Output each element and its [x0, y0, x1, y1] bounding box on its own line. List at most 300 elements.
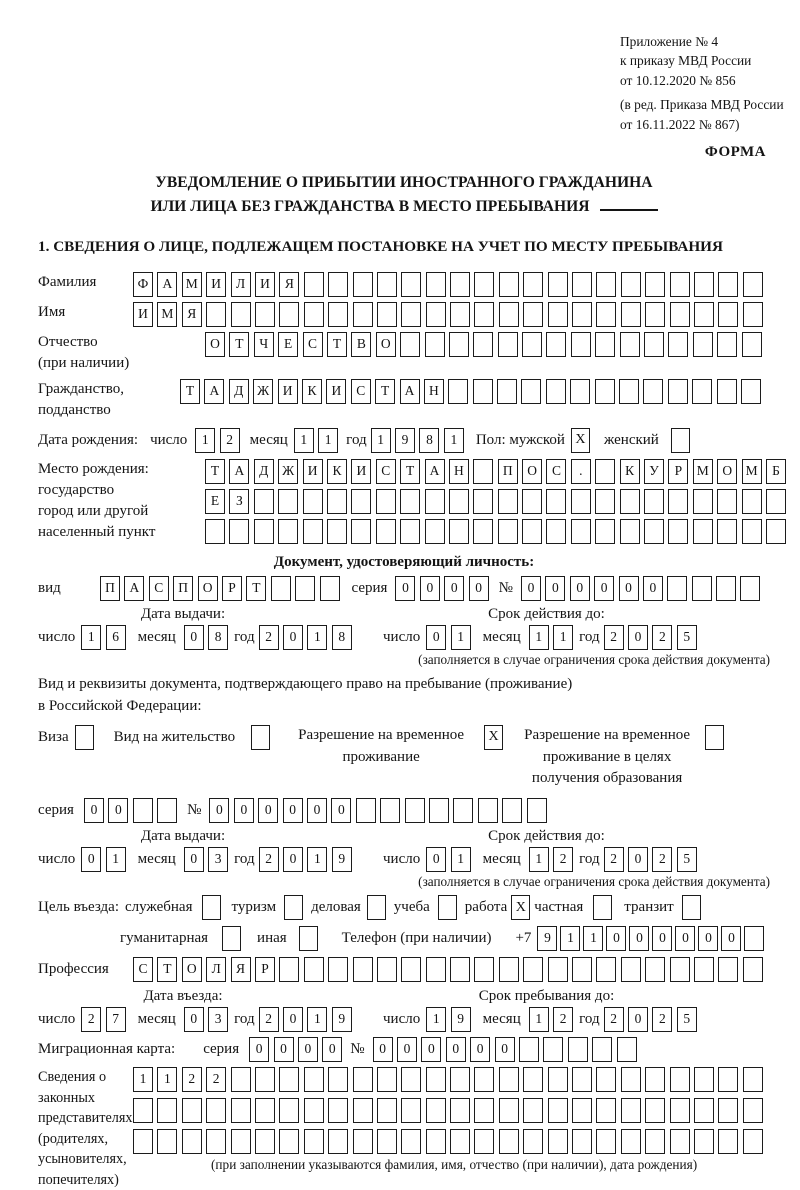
form-cell[interactable]: П — [498, 459, 518, 484]
form-cell[interactable]: Т — [157, 957, 177, 982]
form-cell[interactable]: И — [206, 272, 226, 297]
form-cell[interactable] — [279, 1129, 299, 1154]
form-cell[interactable] — [523, 1129, 543, 1154]
form-cell[interactable] — [668, 489, 688, 514]
form-cell[interactable] — [621, 957, 641, 982]
form-cell[interactable]: Л — [231, 272, 251, 297]
form-cell[interactable]: А — [229, 459, 249, 484]
form-cell[interactable] — [546, 379, 566, 404]
form-cell[interactable]: И — [255, 272, 275, 297]
form-cell[interactable] — [668, 519, 688, 544]
form-cell[interactable] — [380, 798, 400, 823]
form-cell[interactable] — [401, 302, 421, 327]
purpose-study-checkbox[interactable] — [438, 895, 457, 920]
form-cell[interactable] — [743, 957, 763, 982]
form-cell[interactable] — [568, 1037, 588, 1062]
form-cell[interactable]: Ж — [278, 459, 298, 484]
form-cell[interactable]: 0 — [283, 798, 303, 823]
form-cell[interactable] — [271, 576, 291, 601]
form-cell[interactable] — [426, 1067, 446, 1092]
form-cell[interactable]: 1 — [157, 1067, 177, 1092]
form-cell[interactable] — [450, 1067, 470, 1092]
form-cell[interactable] — [351, 489, 371, 514]
form-cell[interactable]: 1 — [307, 847, 327, 872]
form-cell[interactable] — [473, 332, 493, 357]
form-cell[interactable] — [595, 519, 615, 544]
temp-residence-education-checkbox[interactable] — [705, 725, 724, 750]
form-cell[interactable] — [426, 302, 446, 327]
form-cell[interactable]: А — [124, 576, 144, 601]
form-cell[interactable] — [766, 489, 786, 514]
form-cell[interactable]: И — [133, 302, 153, 327]
form-cell[interactable] — [498, 332, 518, 357]
form-cell[interactable] — [523, 957, 543, 982]
form-cell[interactable] — [377, 302, 397, 327]
form-cell[interactable]: 5 — [677, 847, 697, 872]
form-cell[interactable] — [206, 1098, 226, 1123]
form-cell[interactable]: 0 — [594, 576, 614, 601]
form-cell[interactable]: Ч — [254, 332, 274, 357]
form-cell[interactable] — [743, 272, 763, 297]
form-cell[interactable] — [741, 379, 761, 404]
form-cell[interactable]: 0 — [675, 926, 695, 951]
form-cell[interactable] — [546, 332, 566, 357]
form-cell[interactable]: И — [278, 379, 298, 404]
form-cell[interactable] — [453, 798, 473, 823]
form-cell[interactable] — [766, 519, 786, 544]
form-cell[interactable] — [255, 1129, 275, 1154]
form-cell[interactable]: 8 — [332, 625, 352, 650]
form-cell[interactable] — [716, 576, 736, 601]
form-cell[interactable] — [572, 1067, 592, 1092]
form-cell[interactable] — [278, 489, 298, 514]
form-cell[interactable] — [279, 957, 299, 982]
form-cell[interactable]: 0 — [397, 1037, 417, 1062]
form-cell[interactable] — [523, 272, 543, 297]
form-cell[interactable] — [519, 1037, 539, 1062]
form-cell[interactable]: Н — [449, 459, 469, 484]
form-cell[interactable]: 1 — [307, 625, 327, 650]
form-cell[interactable] — [619, 379, 639, 404]
form-cell[interactable]: К — [302, 379, 322, 404]
form-cell[interactable] — [742, 519, 762, 544]
form-cell[interactable] — [450, 302, 470, 327]
form-cell[interactable]: Т — [180, 379, 200, 404]
form-cell[interactable] — [328, 272, 348, 297]
form-cell[interactable] — [548, 1067, 568, 1092]
form-cell[interactable] — [377, 272, 397, 297]
form-cell[interactable] — [644, 519, 664, 544]
form-cell[interactable] — [740, 576, 760, 601]
form-cell[interactable] — [377, 1098, 397, 1123]
form-cell[interactable] — [668, 379, 688, 404]
form-cell[interactable] — [718, 1129, 738, 1154]
form-cell[interactable]: 0 — [274, 1037, 294, 1062]
form-cell[interactable]: 0 — [628, 1007, 648, 1032]
purpose-humanitarian-checkbox[interactable] — [222, 926, 241, 951]
purpose-private-checkbox[interactable] — [593, 895, 612, 920]
form-cell[interactable]: З — [229, 489, 249, 514]
form-cell[interactable] — [670, 302, 690, 327]
form-cell[interactable] — [645, 1067, 665, 1092]
form-cell[interactable] — [499, 1098, 519, 1123]
form-cell[interactable] — [718, 1067, 738, 1092]
form-cell[interactable] — [231, 1129, 251, 1154]
form-cell[interactable]: 1 — [529, 847, 549, 872]
form-cell[interactable]: 0 — [249, 1037, 269, 1062]
form-cell[interactable]: 0 — [420, 576, 440, 601]
form-cell[interactable] — [279, 1098, 299, 1123]
sex-female-checkbox[interactable] — [671, 428, 690, 453]
form-cell[interactable] — [620, 519, 640, 544]
form-cell[interactable] — [157, 798, 177, 823]
form-cell[interactable] — [694, 1067, 714, 1092]
form-cell[interactable] — [548, 1129, 568, 1154]
form-cell[interactable] — [570, 379, 590, 404]
form-cell[interactable] — [474, 1067, 494, 1092]
form-cell[interactable] — [548, 1098, 568, 1123]
form-cell[interactable] — [667, 576, 687, 601]
form-cell[interactable] — [543, 1037, 563, 1062]
form-cell[interactable] — [353, 957, 373, 982]
form-cell[interactable] — [621, 302, 641, 327]
form-cell[interactable]: 1 — [553, 625, 573, 650]
form-cell[interactable] — [231, 302, 251, 327]
form-cell[interactable]: 3 — [208, 1007, 228, 1032]
form-cell[interactable]: 0 — [283, 847, 303, 872]
form-cell[interactable] — [473, 519, 493, 544]
form-cell[interactable] — [546, 489, 566, 514]
visa-checkbox[interactable] — [75, 725, 94, 750]
form-cell[interactable] — [621, 1067, 641, 1092]
form-cell[interactable] — [279, 1067, 299, 1092]
form-cell[interactable]: Я — [182, 302, 202, 327]
form-cell[interactable]: 6 — [106, 625, 126, 650]
form-cell[interactable]: 8 — [208, 625, 228, 650]
form-cell[interactable] — [133, 1129, 153, 1154]
form-cell[interactable] — [377, 1129, 397, 1154]
form-cell[interactable]: 1 — [560, 926, 580, 951]
form-cell[interactable] — [376, 519, 396, 544]
purpose-other-checkbox[interactable] — [299, 926, 318, 951]
form-cell[interactable]: Ж — [253, 379, 273, 404]
form-cell[interactable] — [449, 519, 469, 544]
form-cell[interactable]: 2 — [220, 428, 240, 453]
form-cell[interactable]: М — [157, 302, 177, 327]
form-cell[interactable] — [304, 1098, 324, 1123]
form-cell[interactable] — [182, 1098, 202, 1123]
form-cell[interactable]: 9 — [537, 926, 557, 951]
form-cell[interactable] — [304, 272, 324, 297]
form-cell[interactable]: 0 — [322, 1037, 342, 1062]
form-cell[interactable] — [694, 957, 714, 982]
form-cell[interactable]: 1 — [451, 847, 471, 872]
form-cell[interactable]: Д — [254, 459, 274, 484]
form-cell[interactable]: П — [173, 576, 193, 601]
form-cell[interactable]: О — [376, 332, 396, 357]
form-cell[interactable]: 0 — [307, 798, 327, 823]
form-cell[interactable]: 0 — [628, 625, 648, 650]
form-cell[interactable]: 2 — [259, 1007, 279, 1032]
form-cell[interactable] — [429, 798, 449, 823]
form-cell[interactable]: А — [157, 272, 177, 297]
form-cell[interactable]: Е — [278, 332, 298, 357]
form-cell[interactable]: Л — [206, 957, 226, 982]
form-cell[interactable] — [596, 1067, 616, 1092]
form-cell[interactable]: 9 — [332, 847, 352, 872]
form-cell[interactable] — [644, 332, 664, 357]
form-cell[interactable]: 2 — [604, 625, 624, 650]
form-cell[interactable] — [548, 272, 568, 297]
form-cell[interactable] — [718, 302, 738, 327]
sex-male-checkbox[interactable]: X — [571, 428, 590, 453]
form-cell[interactable] — [694, 272, 714, 297]
form-cell[interactable] — [499, 957, 519, 982]
form-cell[interactable]: 0 — [395, 576, 415, 601]
form-cell[interactable] — [255, 302, 275, 327]
form-cell[interactable] — [377, 1067, 397, 1092]
form-cell[interactable] — [645, 302, 665, 327]
form-cell[interactable] — [693, 519, 713, 544]
form-cell[interactable] — [304, 957, 324, 982]
form-cell[interactable] — [595, 332, 615, 357]
form-cell[interactable] — [353, 302, 373, 327]
form-cell[interactable]: 0 — [421, 1037, 441, 1062]
form-cell[interactable]: 2 — [553, 847, 573, 872]
form-cell[interactable]: 1 — [195, 428, 215, 453]
form-cell[interactable]: 0 — [446, 1037, 466, 1062]
form-cell[interactable]: М — [182, 272, 202, 297]
form-cell[interactable] — [668, 332, 688, 357]
form-cell[interactable] — [717, 489, 737, 514]
form-cell[interactable] — [328, 957, 348, 982]
form-cell[interactable] — [474, 302, 494, 327]
form-cell[interactable]: С — [303, 332, 323, 357]
form-cell[interactable]: 0 — [184, 847, 204, 872]
form-cell[interactable]: 1 — [307, 1007, 327, 1032]
form-cell[interactable] — [620, 489, 640, 514]
form-cell[interactable] — [743, 302, 763, 327]
form-cell[interactable]: 0 — [619, 576, 639, 601]
form-cell[interactable]: 0 — [184, 625, 204, 650]
form-cell[interactable] — [327, 519, 347, 544]
form-cell[interactable]: 9 — [395, 428, 415, 453]
form-cell[interactable]: . — [571, 459, 591, 484]
form-cell[interactable] — [595, 459, 615, 484]
form-cell[interactable]: 0 — [84, 798, 104, 823]
form-cell[interactable] — [499, 302, 519, 327]
form-cell[interactable] — [571, 489, 591, 514]
form-cell[interactable] — [295, 576, 315, 601]
form-cell[interactable]: 0 — [628, 847, 648, 872]
form-cell[interactable] — [527, 798, 547, 823]
form-cell[interactable]: 5 — [677, 625, 697, 650]
form-cell[interactable] — [405, 798, 425, 823]
form-cell[interactable] — [401, 1129, 421, 1154]
form-cell[interactable]: 0 — [258, 798, 278, 823]
form-cell[interactable] — [474, 1098, 494, 1123]
form-cell[interactable] — [645, 1129, 665, 1154]
form-cell[interactable] — [320, 576, 340, 601]
form-cell[interactable]: И — [326, 379, 346, 404]
form-cell[interactable] — [328, 1098, 348, 1123]
form-cell[interactable]: 0 — [698, 926, 718, 951]
form-cell[interactable]: 0 — [570, 576, 590, 601]
form-cell[interactable]: Р — [222, 576, 242, 601]
form-cell[interactable] — [596, 1129, 616, 1154]
form-cell[interactable] — [206, 1129, 226, 1154]
form-cell[interactable] — [254, 489, 274, 514]
form-cell[interactable] — [717, 332, 737, 357]
form-cell[interactable] — [645, 272, 665, 297]
form-cell[interactable]: 0 — [184, 1007, 204, 1032]
form-cell[interactable] — [502, 798, 522, 823]
form-cell[interactable]: 0 — [426, 625, 446, 650]
form-cell[interactable] — [478, 798, 498, 823]
form-cell[interactable]: О — [182, 957, 202, 982]
form-cell[interactable] — [548, 302, 568, 327]
form-cell[interactable] — [670, 1067, 690, 1092]
form-cell[interactable]: 0 — [283, 1007, 303, 1032]
form-cell[interactable]: 0 — [108, 798, 128, 823]
form-cell[interactable] — [523, 1067, 543, 1092]
form-cell[interactable]: 2 — [652, 847, 672, 872]
form-cell[interactable] — [206, 302, 226, 327]
purpose-official-checkbox[interactable] — [202, 895, 221, 920]
form-cell[interactable]: Т — [400, 459, 420, 484]
form-cell[interactable]: 0 — [81, 847, 101, 872]
form-cell[interactable] — [718, 272, 738, 297]
form-cell[interactable]: О — [198, 576, 218, 601]
form-cell[interactable]: Е — [205, 489, 225, 514]
form-cell[interactable] — [328, 302, 348, 327]
form-cell[interactable] — [742, 489, 762, 514]
form-cell[interactable]: 1 — [371, 428, 391, 453]
form-cell[interactable] — [304, 302, 324, 327]
form-cell[interactable] — [522, 519, 542, 544]
form-cell[interactable] — [157, 1098, 177, 1123]
form-cell[interactable] — [450, 1098, 470, 1123]
form-cell[interactable] — [717, 519, 737, 544]
form-cell[interactable]: А — [204, 379, 224, 404]
form-cell[interactable] — [644, 489, 664, 514]
form-cell[interactable]: 0 — [469, 576, 489, 601]
form-cell[interactable] — [718, 957, 738, 982]
form-cell[interactable]: К — [327, 459, 347, 484]
form-cell[interactable]: 1 — [81, 625, 101, 650]
form-cell[interactable]: 7 — [106, 1007, 126, 1032]
form-cell[interactable]: А — [400, 379, 420, 404]
form-cell[interactable]: О — [717, 459, 737, 484]
form-cell[interactable] — [499, 1129, 519, 1154]
form-cell[interactable] — [643, 379, 663, 404]
form-cell[interactable] — [351, 519, 371, 544]
purpose-transit-checkbox[interactable] — [682, 895, 701, 920]
form-cell[interactable] — [474, 957, 494, 982]
form-cell[interactable]: У — [644, 459, 664, 484]
form-cell[interactable] — [474, 1129, 494, 1154]
form-cell[interactable] — [377, 957, 397, 982]
form-cell[interactable]: С — [376, 459, 396, 484]
form-cell[interactable]: 0 — [444, 576, 464, 601]
form-cell[interactable] — [670, 957, 690, 982]
purpose-work-checkbox[interactable]: X — [511, 895, 530, 920]
form-cell[interactable]: 1 — [583, 926, 603, 951]
form-cell[interactable]: 0 — [234, 798, 254, 823]
form-cell[interactable] — [231, 1098, 251, 1123]
form-cell[interactable] — [353, 1129, 373, 1154]
form-cell[interactable] — [692, 576, 712, 601]
form-cell[interactable]: 2 — [553, 1007, 573, 1032]
form-cell[interactable]: Я — [279, 272, 299, 297]
form-cell[interactable] — [546, 519, 566, 544]
form-cell[interactable]: С — [149, 576, 169, 601]
form-cell[interactable] — [572, 272, 592, 297]
form-cell[interactable]: 2 — [182, 1067, 202, 1092]
form-cell[interactable] — [694, 302, 714, 327]
form-cell[interactable] — [157, 1129, 177, 1154]
form-cell[interactable] — [425, 489, 445, 514]
form-cell[interactable]: И — [303, 459, 323, 484]
form-cell[interactable]: 8 — [419, 428, 439, 453]
form-cell[interactable] — [473, 459, 493, 484]
form-cell[interactable] — [522, 489, 542, 514]
form-cell[interactable] — [327, 489, 347, 514]
form-cell[interactable] — [693, 332, 713, 357]
form-cell[interactable]: Я — [231, 957, 251, 982]
form-cell[interactable]: 0 — [283, 625, 303, 650]
residence-permit-checkbox[interactable] — [251, 725, 270, 750]
form-cell[interactable]: 2 — [604, 847, 624, 872]
form-cell[interactable] — [400, 332, 420, 357]
form-cell[interactable] — [255, 1067, 275, 1092]
form-cell[interactable] — [592, 1037, 612, 1062]
form-cell[interactable] — [693, 489, 713, 514]
form-cell[interactable] — [133, 798, 153, 823]
form-cell[interactable] — [182, 1129, 202, 1154]
form-cell[interactable] — [523, 1098, 543, 1123]
form-cell[interactable]: 0 — [495, 1037, 515, 1062]
form-cell[interactable] — [499, 272, 519, 297]
form-cell[interactable]: 1 — [529, 625, 549, 650]
form-cell[interactable] — [499, 1067, 519, 1092]
form-cell[interactable] — [572, 957, 592, 982]
form-cell[interactable]: 0 — [521, 576, 541, 601]
form-cell[interactable]: 0 — [606, 926, 626, 951]
form-cell[interactable] — [425, 332, 445, 357]
form-cell[interactable]: 1 — [426, 1007, 446, 1032]
form-cell[interactable] — [426, 272, 446, 297]
form-cell[interactable]: 1 — [294, 428, 314, 453]
form-cell[interactable] — [742, 332, 762, 357]
form-cell[interactable] — [401, 272, 421, 297]
form-cell[interactable] — [498, 489, 518, 514]
form-cell[interactable]: 2 — [652, 625, 672, 650]
form-cell[interactable]: 0 — [643, 576, 663, 601]
form-cell[interactable] — [474, 272, 494, 297]
form-cell[interactable]: 0 — [426, 847, 446, 872]
form-cell[interactable] — [205, 519, 225, 544]
form-cell[interactable] — [694, 1129, 714, 1154]
form-cell[interactable]: 5 — [677, 1007, 697, 1032]
purpose-business-checkbox[interactable] — [367, 895, 386, 920]
form-cell[interactable] — [596, 272, 616, 297]
form-cell[interactable] — [328, 1067, 348, 1092]
form-cell[interactable]: С — [546, 459, 566, 484]
form-cell[interactable]: 2 — [259, 847, 279, 872]
form-cell[interactable] — [596, 957, 616, 982]
form-cell[interactable] — [254, 519, 274, 544]
